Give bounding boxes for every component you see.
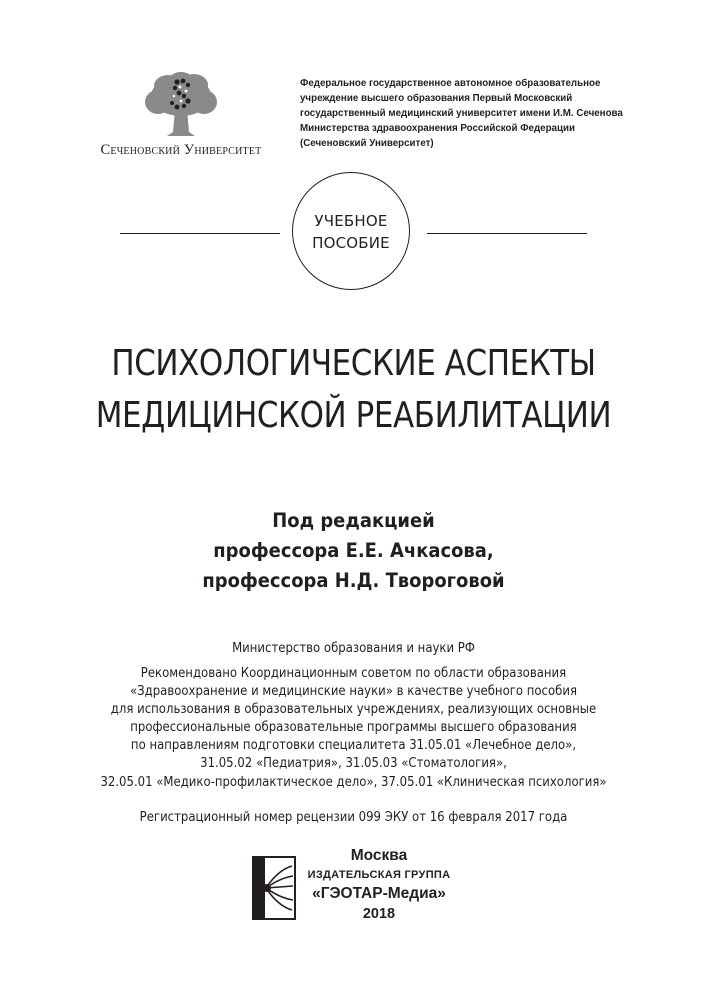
institution-line: (Сеченовский Университет) xyxy=(300,137,434,149)
institution-line: учреждение высшего образования Первый Московский xyxy=(300,92,573,104)
recommendation-line: «Здравоохранение и медицинские науки» в качестве учебного пособия xyxy=(129,684,578,700)
ministry-line: Министерство образования и науки РФ xyxy=(232,641,475,656)
recommendation-line: по направлениям подготовки специалитета 31.05.01 «Лечебное дело», xyxy=(130,738,577,754)
badge-line: ПОСОБИЕ xyxy=(312,234,390,252)
institution-line: Федеральное государственное автономное образовательное xyxy=(300,77,601,89)
divider-right xyxy=(427,233,587,234)
recommendation-line: Рекомендовано Координационным советом по области образования xyxy=(140,666,567,681)
textbook-badge xyxy=(292,172,410,290)
editors-line: профессора Е.Е. Ачкасова, xyxy=(213,539,494,562)
editors xyxy=(28,506,678,596)
divider-left xyxy=(120,233,280,234)
recommendation-line: 31.05.02 «Педиатрия», 31.05.03 «Стоматология», xyxy=(200,756,507,772)
publisher-city: Москва xyxy=(350,847,408,864)
publisher-block xyxy=(304,846,454,924)
editors-line: Под редакцией xyxy=(272,509,435,532)
university-logo xyxy=(70,72,292,172)
tree-emblem-icon xyxy=(144,72,218,138)
book-title xyxy=(49,338,657,442)
publication-year: 2018 xyxy=(362,906,396,922)
editors-line: профессора Н.Д. Твороговой xyxy=(202,569,505,592)
recommendation-line: профессиональные образовательные программы высшего образования xyxy=(130,720,577,736)
badge-line: УЧЕБНОЕ xyxy=(314,212,388,230)
registration-line: Регистрационный номер рецензии 099 ЭКУ от 16 февраля 2017 года xyxy=(139,810,568,825)
recommendation-line: для использования в образовательных учреждениях, реализующих основные xyxy=(110,702,597,718)
title-line: ПСИХОЛОГИЧЕСКИЕ АСПЕКТЫ xyxy=(111,343,596,384)
recommendation xyxy=(35,665,671,792)
ministry xyxy=(35,640,671,658)
review-registration xyxy=(35,809,671,827)
university-wordmark: Сеченовский Университет xyxy=(100,142,262,158)
recommendation-line: 32.05.01 «Медико-профилактическое дело», 37.05.01 «Клиническая психология» xyxy=(100,774,607,790)
publisher-logo-icon xyxy=(252,856,296,920)
institution-line: государственный медицинский университет имени И.М. Сеченова xyxy=(300,107,623,119)
publisher-group: ИЗДАТЕЛЬСКАЯ ГРУППА xyxy=(307,869,451,881)
title-line: МЕДИЦИНСКОЙ РЕАБИЛИТАЦИИ xyxy=(95,395,612,436)
publisher-name: «ГЭОТАР-Медиа» xyxy=(312,885,446,902)
institution-name xyxy=(300,76,623,151)
institution-line: Министерства здравоохранения Российской Федерации xyxy=(300,122,576,134)
